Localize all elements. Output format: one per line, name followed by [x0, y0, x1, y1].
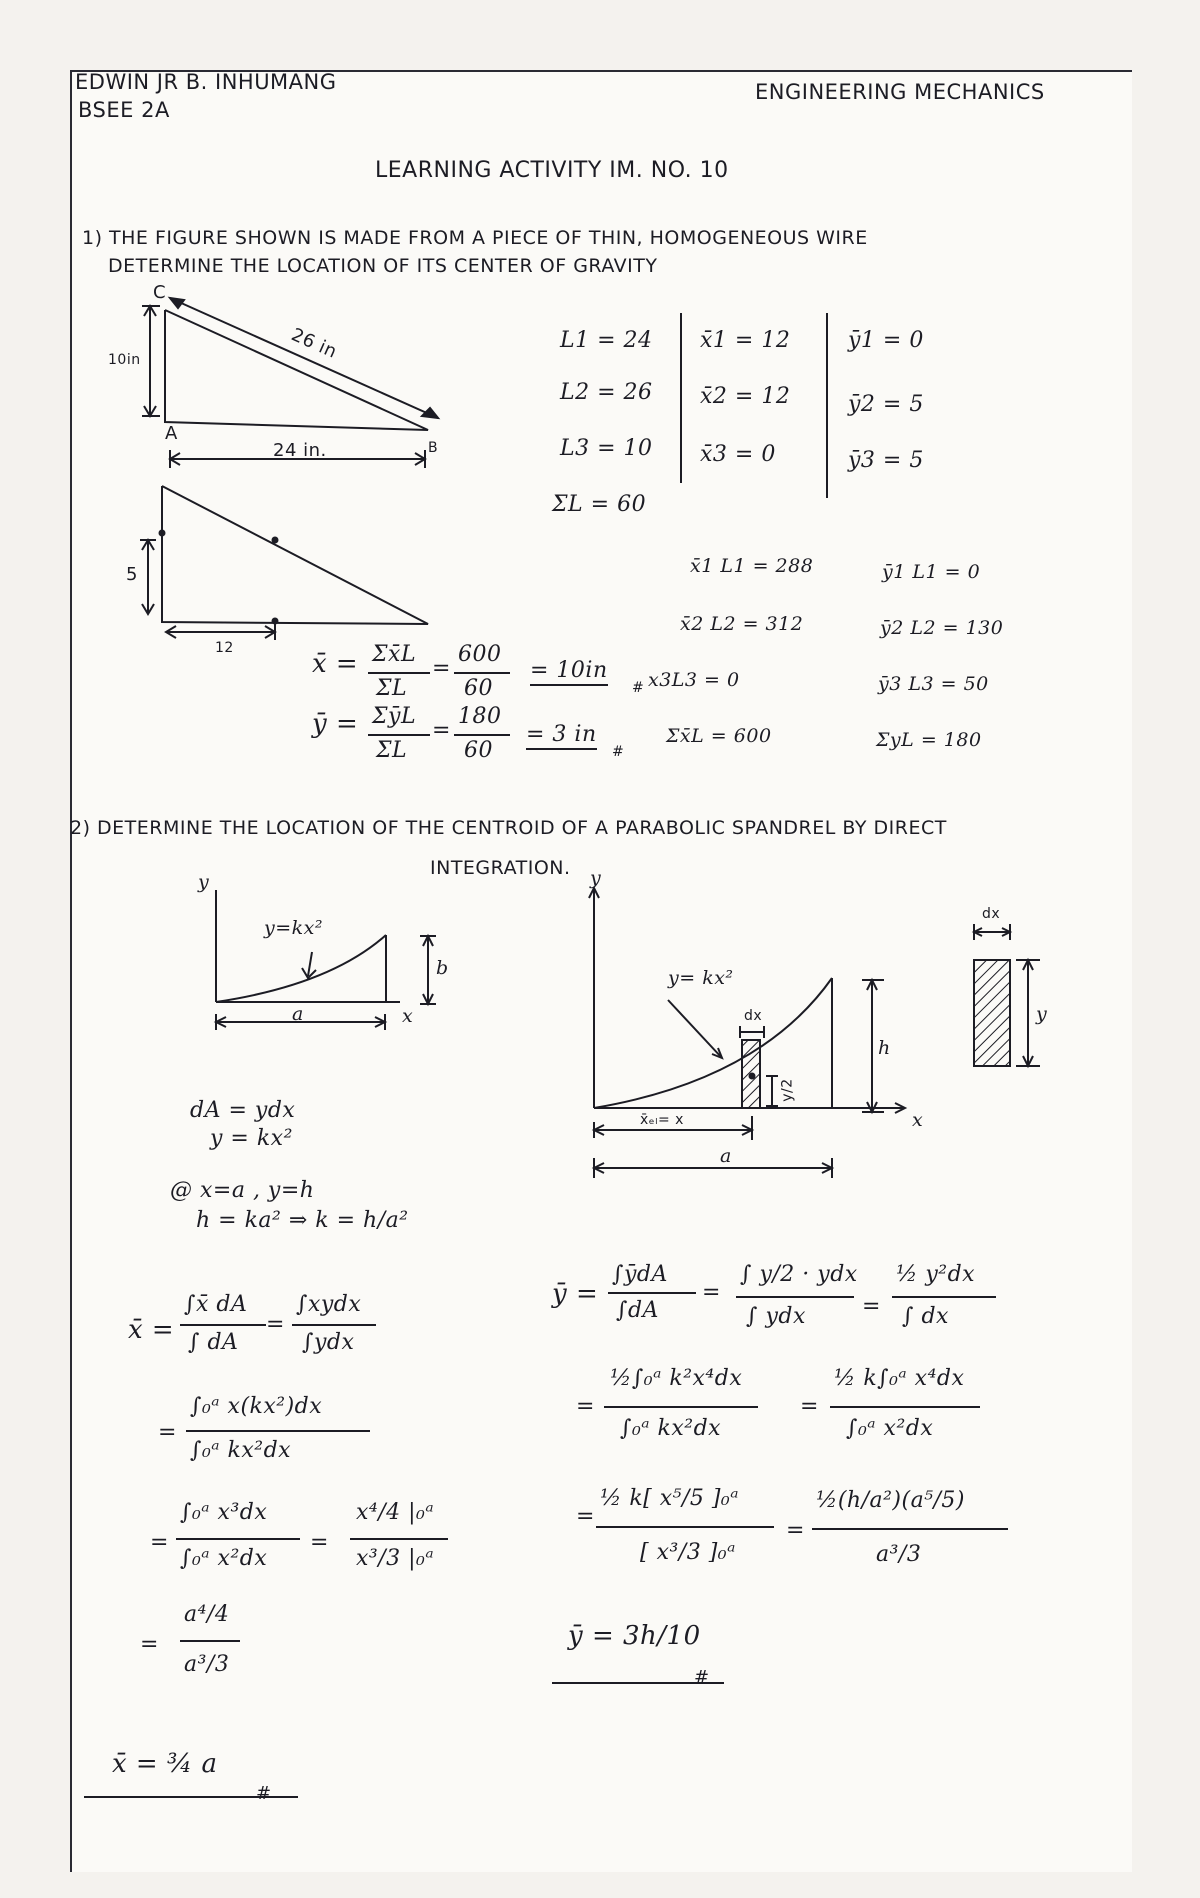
p2-xbar-step3b-bar: [350, 1538, 448, 1540]
p1-ybar-value-den: 60: [464, 738, 493, 763]
p2-ybar-step1-bar: [608, 1292, 696, 1294]
p2-xbar-step3-eq2: =: [310, 1530, 329, 1555]
p2-xbar-step3b-den: x³/3 |₀ᵃ: [356, 1546, 435, 1571]
length-2: L2 = 26: [560, 380, 653, 405]
p2-ybar-step2b-bar: [830, 1406, 980, 1408]
page-title: LEARNING ACTIVITY IM. NO. 10: [375, 158, 729, 183]
p2-ybar-step1c-bar: [892, 1296, 996, 1298]
large-fig-curve-label: y= kx²: [668, 967, 734, 989]
small-fig-parabola: [216, 935, 386, 1002]
p2-ybar-step1c-den: ∫ dx: [902, 1304, 949, 1329]
fig1-height-label: 10in: [108, 352, 141, 368]
p2-xbar-step3-den: ∫₀ᵃ x²dx: [180, 1546, 268, 1571]
p2-xbar-step2-num: ∫₀ᵃ x(kx²)dx: [190, 1394, 323, 1419]
p2-xbar-step4-den: a³/3: [184, 1652, 230, 1677]
p2-xbar-step2-bar: [186, 1430, 370, 1432]
problem2-statement-line2: INTEGRATION.: [430, 857, 571, 879]
ybar-2: ȳ2 = 5: [848, 392, 924, 417]
problem1-statement-line1: 1) THE FIGURE SHOWN IS MADE FROM A PIECE OF THIN, HOMOGENEOUS WIRE: [82, 227, 868, 249]
p2-xbar-step1b-num: ∫xydx: [296, 1292, 362, 1317]
p1-xbar-den: ΣL: [376, 676, 408, 701]
small-fig-y-label: y: [198, 871, 210, 893]
p2-xbar-step4-eq: =: [140, 1632, 159, 1657]
large-fig-strip-centroid: [749, 1073, 756, 1080]
p1-ybar-eq: =: [432, 718, 451, 743]
p2-ybar-step1-eq2: =: [862, 1294, 881, 1319]
p1-ybar-end-mark: #: [612, 744, 625, 760]
small-fig-curve-label: y=kx²: [264, 917, 323, 939]
subject-title: ENGINEERING MECHANICS: [755, 80, 1045, 104]
p2-ybar-step3-bar: [596, 1526, 774, 1528]
fig1-base-label: 24 in.: [273, 440, 327, 461]
student-section: BSEE 2A: [78, 98, 170, 122]
length-3: L3 = 10: [560, 436, 653, 461]
large-fig-y-label: y: [590, 867, 602, 889]
setup-condition: @ x=a , y=h: [170, 1178, 315, 1203]
p2-ybar-step1b-num: ∫ y/2 · ydx: [740, 1262, 858, 1287]
yl-product-1: ȳ1 L1 = 0: [882, 561, 981, 583]
p2-ybar-step2-den: ∫₀ᵃ kx²dx: [620, 1416, 722, 1441]
p2-ybar-step3-num: ½ k[ x⁵/5 ]₀ᵃ: [600, 1486, 740, 1511]
problem2-statement-line1: 2) DETERMINE THE LOCATION OF THE CENTROID OF A PARABOLIC SPANDREL BY DIRECT: [70, 817, 947, 839]
p2-xbar-step3-bar: [176, 1538, 300, 1540]
p2-xbar-step3-eq: =: [150, 1530, 169, 1555]
p1-xbar-lhs: x̄ =: [312, 649, 359, 679]
strip-detail-y-label: y: [1036, 1003, 1048, 1025]
p1-ybar-result: = 3 in: [526, 722, 597, 750]
p2-ybar-step2-eq: =: [576, 1394, 595, 1419]
p2-xbar-step1b-bar: [292, 1324, 376, 1326]
p2-ybar-step2b-den: ∫₀ᵃ x²dx: [846, 1416, 934, 1441]
yl-sum: ΣyL = 180: [876, 729, 982, 751]
p2-ybar-step2-num: ½∫₀ᵃ k²x⁴dx: [610, 1366, 743, 1391]
p2-xbar-step1-num: ∫x̄ dA: [184, 1292, 248, 1317]
small-fig-x-label: x: [402, 1005, 414, 1027]
p2-xbar-step3b-num: x⁴/4 |₀ᵃ: [356, 1500, 435, 1525]
xl-product-3: x3L3 = 0: [648, 669, 740, 691]
xbar-2: x̄2 = 12: [700, 384, 791, 409]
xl-product-2: x̄2 L2 = 312: [680, 613, 804, 635]
small-fig-width-label: a: [292, 1003, 304, 1025]
p1-ybar-lhs: ȳ =: [312, 709, 359, 739]
p2-ybar-step3b-bar: [812, 1528, 1008, 1530]
p1-xbar-eq: =: [432, 656, 451, 681]
p2-ybar-step3-den: [ x³/3 ]₀ᵃ: [640, 1540, 736, 1565]
large-fig-x-label: x: [912, 1109, 924, 1131]
setup-curve: y = kx²: [210, 1126, 293, 1151]
p2-ybar-step2b-num: ½ k∫₀ᵃ x⁴dx: [834, 1366, 965, 1391]
p2-xbar-end-mark: #: [256, 1783, 272, 1804]
length-1: L1 = 24: [560, 328, 653, 353]
p1-ybar-den: ΣL: [376, 738, 408, 763]
p2-ybar-result: ȳ = 3h/10: [568, 1621, 701, 1651]
fig1-label-b: B: [428, 440, 439, 456]
strip-detail-rect: [974, 960, 1010, 1066]
large-fig-width-label: a: [720, 1145, 732, 1167]
large-fig-xel-label: x̄ₑₗ= x: [640, 1112, 684, 1128]
strip-detail-dx-label: dx: [982, 906, 1001, 922]
fig2-height-label: 5: [126, 564, 138, 585]
p2-ybar-step3-eq2: =: [786, 1518, 805, 1543]
p1-xbar-value-num: 600: [458, 642, 502, 667]
p2-xbar-step1b-den: ∫ydx: [302, 1330, 355, 1355]
p2-xbar-step2-eq: =: [158, 1420, 177, 1445]
p1-xbar-result: = 10in: [530, 658, 608, 686]
p2-ybar-step3b-num: ½(h/a²)(a⁵/5): [816, 1488, 966, 1513]
large-fig-dx-label: dx: [744, 1008, 763, 1024]
p2-xbar-step1-eq: =: [266, 1312, 285, 1337]
fig2-offset-label: 12: [215, 640, 234, 656]
p1-xbar-value-den: 60: [464, 676, 493, 701]
setup-da: dA = ydx: [190, 1098, 296, 1123]
p1-ybar-value-num: 180: [458, 704, 502, 729]
p2-xbar-step4-num: a⁴/4: [184, 1602, 230, 1627]
p1-xbar-num: Σx̄L: [372, 642, 417, 667]
large-fig-parabola: [594, 978, 832, 1108]
xl-sum: Σx̄L = 600: [666, 725, 772, 747]
problem1-statement-line2: DETERMINE THE LOCATION OF ITS CENTER OF GRAVITY: [108, 255, 658, 277]
p1-ybar-num: ΣȳL: [372, 704, 417, 729]
large-fig-half-y-label: y/2: [779, 1078, 796, 1102]
p2-ybar-step1-eq: =: [702, 1280, 721, 1305]
p2-ybar-step1-den: ∫dA: [616, 1298, 659, 1323]
xbar-1: x̄1 = 12: [700, 328, 791, 353]
p2-ybar-end-mark: #: [694, 1667, 710, 1688]
fig1-label-a: A: [165, 423, 178, 444]
p2-ybar-step1-num: ∫ȳdA: [612, 1262, 668, 1287]
p2-ybar-lhs: ȳ =: [552, 1279, 599, 1309]
small-fig-curve-pointer: [308, 952, 312, 976]
p2-xbar-step1-bar: [180, 1324, 266, 1326]
fig1-label-c: C: [153, 282, 167, 303]
p2-xbar-step4-bar: [180, 1640, 240, 1642]
large-fig-height-label: h: [878, 1037, 891, 1059]
p2-ybar-step1b-bar: [736, 1296, 854, 1298]
p2-ybar-step3-eq: =: [576, 1504, 595, 1529]
p2-ybar-step1c-num: ½ y²dx: [896, 1262, 976, 1287]
p2-xbar-step1-den: ∫ dA: [188, 1330, 239, 1355]
large-fig-curve-pointer: [668, 1000, 722, 1058]
length-sum: ΣL = 60: [552, 492, 647, 517]
xl-product-1: x̄1 L1 = 288: [690, 555, 814, 577]
setup-k: h = ka² ⇒ k = h/a²: [196, 1208, 409, 1233]
p2-ybar-step1b-den: ∫ ydx: [746, 1304, 806, 1329]
small-fig-height-label: b: [436, 957, 449, 979]
p2-xbar-result: x̄ = ¾ a: [112, 1749, 218, 1779]
ybar-3: ȳ3 = 5: [848, 448, 924, 473]
ybar-1: ȳ1 = 0: [848, 328, 924, 353]
yl-product-2: ȳ2 L2 = 130: [880, 617, 1004, 639]
p2-ybar-step2-eq2: =: [800, 1394, 819, 1419]
p2-xbar-step3-num: ∫₀ᵃ x³dx: [180, 1500, 268, 1525]
p2-xbar-step2-den: ∫₀ᵃ kx²dx: [190, 1438, 292, 1463]
p1-xbar-end-mark: #: [632, 680, 645, 696]
p2-xbar-lhs: x̄ =: [128, 1315, 175, 1345]
fig1-hypotenuse-label: 26 in: [288, 324, 341, 363]
xbar-3: x̄3 = 0: [700, 442, 776, 467]
yl-product-3: ȳ3 L3 = 50: [878, 673, 989, 695]
p2-ybar-step3b-den: a³/3: [876, 1542, 922, 1567]
p2-ybar-step2-bar: [604, 1406, 758, 1408]
student-name: EDWIN JR B. INHUMANG: [75, 70, 337, 94]
